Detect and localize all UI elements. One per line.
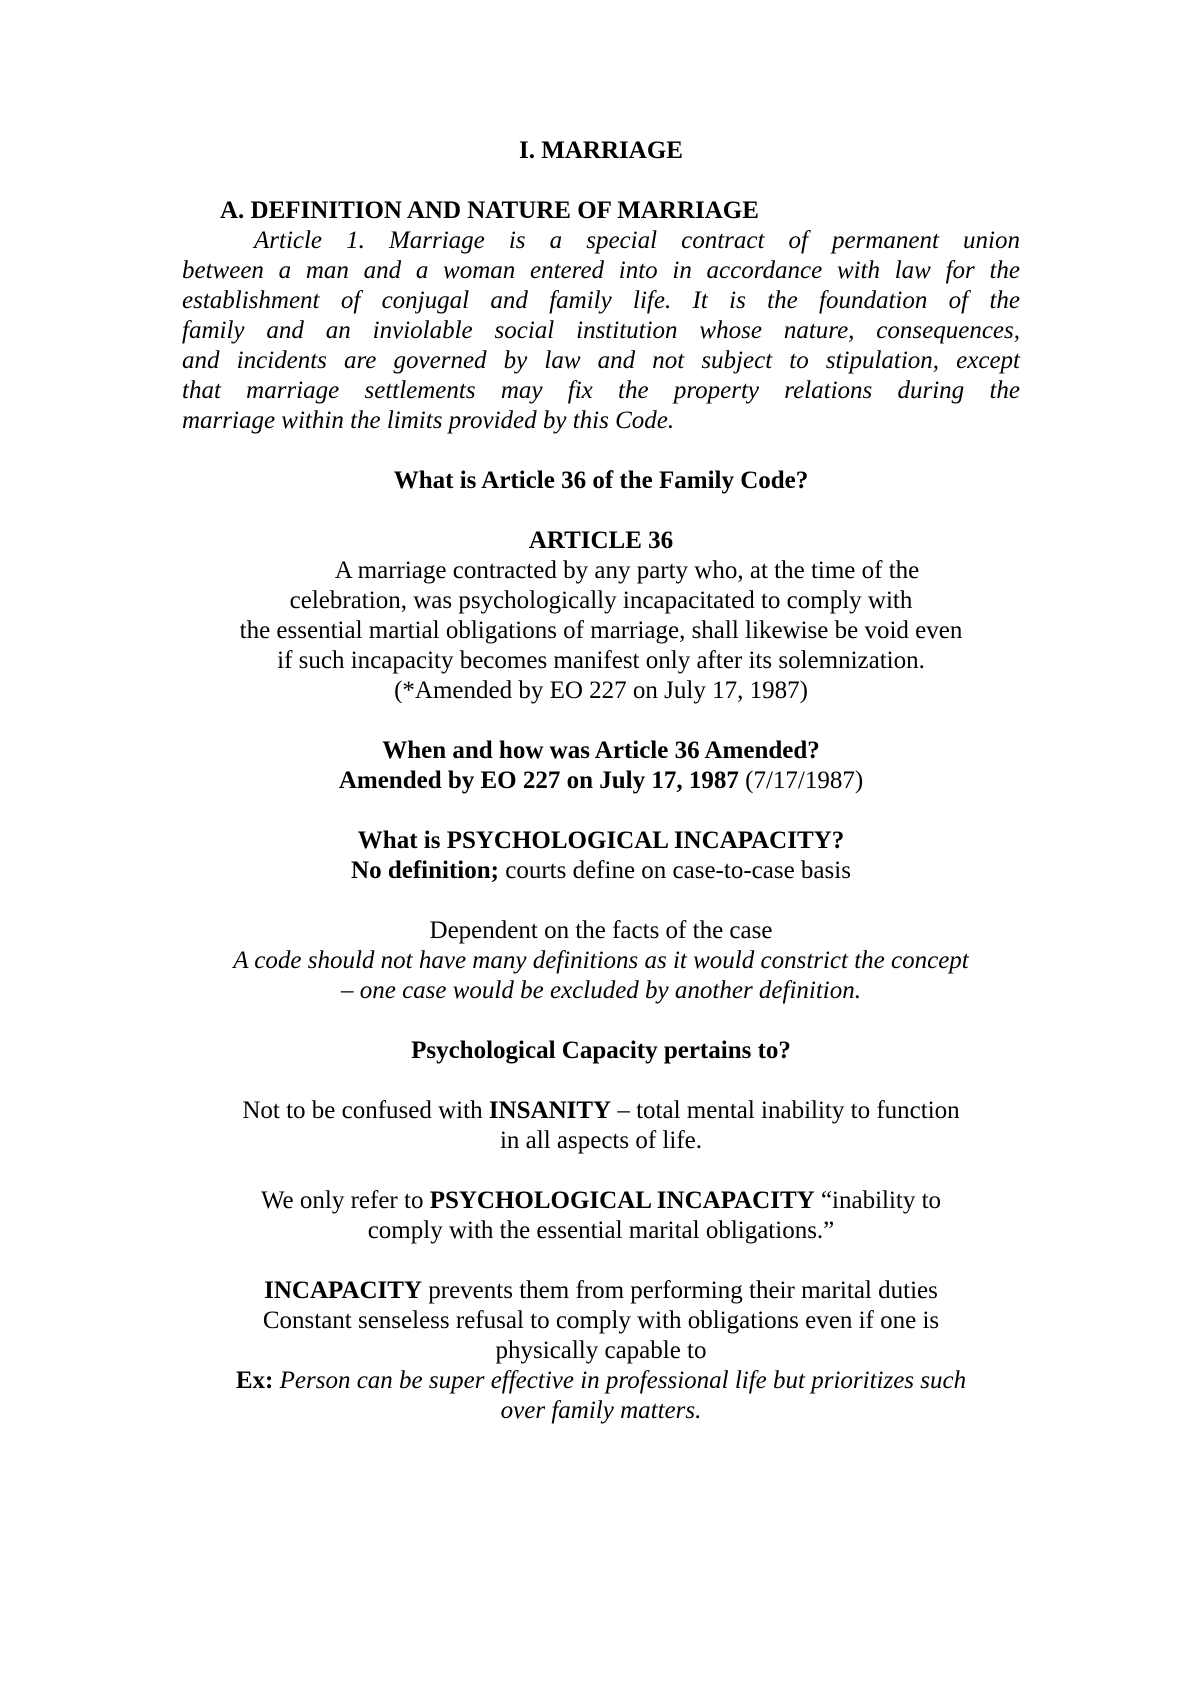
refer-suffix: “inability to — [814, 1187, 942, 1214]
insanity-prefix: Not to be confused with — [242, 1097, 489, 1124]
answer-psychological-incapacity — [182, 856, 1020, 886]
article-1-line: Article 1. Marriage is a special contract of permanent union — [254, 227, 1020, 254]
incapacity-line — [182, 1276, 1020, 1306]
insanity-term: INSANITY — [488, 1097, 612, 1124]
question-psychological-incapacity: What is PSYCHOLOGICAL INCAPACITY? — [357, 827, 845, 854]
article-36-line: the essential martial obligations of marriage, shall likewise be void even — [239, 617, 963, 644]
refer-prefix: We only refer to — [260, 1187, 430, 1214]
article-1-line: and incidents are governed by law and not subject to stipulation, except — [182, 347, 1020, 374]
article-36-line: if such incapacity becomes manifest only after its solemnization. — [277, 647, 925, 674]
incapacity-suffix: prevents them from performing their marital duties — [422, 1277, 938, 1304]
article-36-title: ARTICLE 36 — [528, 527, 674, 554]
article-36-amendment-note: (*Amended by EO 227 on July 17, 1987) — [394, 677, 808, 704]
dependent-italic-line: – one case would be excluded by another definition. — [340, 977, 861, 1004]
refer-line-2: comply with the essential marital obligations.” — [367, 1217, 835, 1244]
incapacity-line-3: physically capable to — [495, 1337, 707, 1364]
answer-amended — [182, 766, 1020, 796]
section-heading-a: A. DEFINITION AND NATURE OF MARRIAGE — [220, 197, 759, 224]
answer-amended-date: (7/17/1987) — [738, 767, 864, 794]
example-text: Person can be super effective in professional life but prioritizes such — [273, 1367, 967, 1394]
insanity-line — [182, 1096, 1020, 1126]
article-1-line: establishment of conjugal and family life. It is the foundation of the — [182, 287, 1020, 314]
question-article-36: What is Article 36 of the Family Code? — [393, 467, 809, 494]
answer-psych-plain: courts define on case-to-case basis — [498, 857, 851, 884]
refer-term: PSYCHOLOGICAL INCAPACITY — [429, 1187, 815, 1214]
article-1-line: family and an inviolable social institution whose nature, consequences, — [182, 317, 1020, 344]
example-line — [182, 1366, 1020, 1396]
answer-amended-bold: Amended by EO 227 on July 17, 1987 — [338, 767, 739, 794]
refer-line — [182, 1186, 1020, 1216]
example-label: Ex: — [235, 1367, 274, 1394]
question-amended: When and how was Article 36 Amended? — [382, 737, 820, 764]
incapacity-line-2: Constant senseless refusal to comply with obligations even if one is — [262, 1307, 940, 1334]
incapacity-term: INCAPACITY — [264, 1277, 423, 1304]
article-1-line: marriage within the limits provided by this Code. — [182, 407, 675, 434]
question-capacity: Psychological Capacity pertains to? — [411, 1037, 791, 1064]
answer-psych-bold: No definition; — [351, 857, 499, 884]
article-1-line: that marriage settlements may fix the property relations during the — [182, 377, 1020, 404]
insanity-suffix: – total mental inability to function — [611, 1097, 960, 1124]
insanity-line-2: in all aspects of life. — [499, 1127, 702, 1154]
main-heading: I. MARRIAGE — [519, 137, 683, 164]
article-36-line: A marriage contracted by any party who, at the time of the — [334, 557, 920, 584]
article-36-line: celebration, was psychologically incapacitated to comply with — [289, 587, 913, 614]
dependent-line: Dependent on the facts of the case — [429, 917, 773, 944]
example-line-2: over family matters. — [500, 1397, 702, 1424]
dependent-italic-line: A code should not have many definitions as it would constrict the concept — [233, 947, 969, 974]
article-1-line: between a man and a woman entered into in accordance with law for the — [182, 257, 1020, 284]
